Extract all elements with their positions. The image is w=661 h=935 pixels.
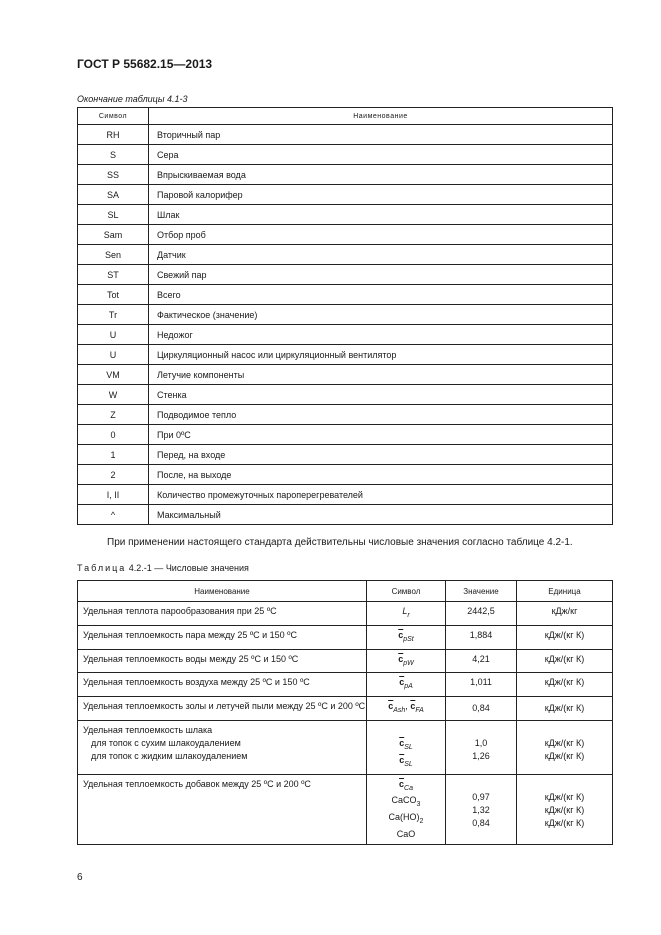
table-row <box>78 365 613 385</box>
row-symbol: $\overline{c}_{SL}$ $\overline{c}_{SL}$ <box>367 720 446 774</box>
row-name: Фактическое (значение) <box>149 305 613 325</box>
table-row <box>78 720 613 774</box>
row-symbol: S <box>78 145 149 165</box>
table-row <box>78 165 613 185</box>
row-name: Удельная теплоемкость шлака для топок с сухим шлакоудалением для топок с жидким шлакоудалением <box>78 720 367 774</box>
document-header: ГОСТ Р 55682.15—2013 <box>77 57 213 71</box>
row-unit: кДж/(кг К) <box>517 625 613 649</box>
row-symbol: $\overline{c}_{Ca}$ CaCO$_3$ $Ca(HO)_2$ CaO <box>367 774 446 844</box>
table-row <box>78 385 613 405</box>
row-symbol: Tot <box>78 285 149 305</box>
row-name: Количество промежуточных пароперегревателей <box>149 485 613 505</box>
table-row <box>78 602 613 626</box>
row-symbol: W <box>78 385 149 405</box>
table-row <box>78 285 613 305</box>
row-symbol: Sam <box>78 225 149 245</box>
column-header-name: Наименование <box>149 108 613 125</box>
row-name: Датчик <box>149 245 613 265</box>
row-name: Стенка <box>149 385 613 405</box>
row-name: Удельная теплоемкость добавок между 25 ºС и 200 ºС <box>78 774 367 844</box>
page-number: 6 <box>77 872 83 883</box>
row-name: Удельная теплоемкость воздуха между 25 ºС и 150 ºС <box>78 673 367 697</box>
row-name: Свежий пар <box>149 265 613 285</box>
row-name: Подводимое тепло <box>149 405 613 425</box>
row-symbol: U <box>78 345 149 365</box>
row-symbol: U <box>78 325 149 345</box>
table-row <box>78 465 613 485</box>
row-symbol: $\overline{c}_{Ash}$, $\overline{c}_{FA}$ <box>367 697 446 721</box>
row-value: 1,011 <box>446 673 517 697</box>
table-row <box>78 305 613 325</box>
table-row <box>78 774 613 844</box>
table-row <box>78 505 613 525</box>
row-unit: кДж/кг <box>517 602 613 626</box>
table-row <box>78 425 613 445</box>
row-unit: кДж/(кг К) кДж/(кг К) <box>517 720 613 774</box>
row-symbol: I, II <box>78 485 149 505</box>
row-name: Сера <box>149 145 613 165</box>
row-unit: кДж/(кг К) <box>517 697 613 721</box>
row-value: 4,21 <box>446 649 517 673</box>
row-name: Паровой калорифер <box>149 185 613 205</box>
column-header-symbol: Символ <box>367 581 446 602</box>
table-row <box>78 649 613 673</box>
row-symbol: $\overline{c}_{pSt}$ <box>367 625 446 649</box>
table-row <box>78 225 613 245</box>
column-header-unit: Единица <box>517 581 613 602</box>
row-name: Вторичный пар <box>149 125 613 145</box>
row-value: 0,84 <box>446 697 517 721</box>
table-row <box>78 485 613 505</box>
row-name: Летучие компоненты <box>149 365 613 385</box>
table-row <box>78 345 613 365</box>
row-name: Удельная теплоемкость пара между 25 ºС и 150 ºС <box>78 625 367 649</box>
row-name: После, на выходе <box>149 465 613 485</box>
row-symbol: ^ <box>78 505 149 525</box>
table-row <box>78 697 613 721</box>
row-unit: кДж/(кг К) кДж/(кг К) кДж/(кг К) <box>517 774 613 844</box>
table-row <box>78 185 613 205</box>
table-row <box>78 145 613 165</box>
body-paragraph: При применении настоящего стандарта действительны числовые значения согласно таблице 4.2-1. <box>107 537 573 548</box>
table-row <box>78 405 613 425</box>
row-value: 2442,5 <box>446 602 517 626</box>
row-value: 0,97 1,32 0,84 <box>446 774 517 844</box>
table-row <box>78 245 613 265</box>
row-name: Удельная теплота парообразования при 25 ºС <box>78 602 367 626</box>
row-unit: кДж/(кг К) <box>517 673 613 697</box>
table-row <box>78 625 613 649</box>
table-row <box>78 125 613 145</box>
table-row <box>78 325 613 345</box>
table-row <box>78 673 613 697</box>
row-symbol: ST <box>78 265 149 285</box>
row-name: Впрыскиваемая вода <box>149 165 613 185</box>
table-row <box>78 205 613 225</box>
row-symbol: $\overline{c}_{pW}$ <box>367 649 446 673</box>
row-symbol: SA <box>78 185 149 205</box>
numeric-values-table <box>77 580 613 845</box>
row-name: Недожог <box>149 325 613 345</box>
row-name: Удельная теплоемкость воды между 25 ºС и 150 ºС <box>78 649 367 673</box>
table-row <box>78 265 613 285</box>
row-symbol: $\overline{c}_{pA}$ <box>367 673 446 697</box>
row-symbol: $L_r$ <box>367 602 446 626</box>
table2-caption: Таблица 4.2.-1 — Числовые значения <box>77 563 249 573</box>
row-symbol: Sen <box>78 245 149 265</box>
table1-caption: Окончание таблицы 4.1-3 <box>77 94 188 104</box>
row-symbol: VM <box>78 365 149 385</box>
row-symbol: RH <box>78 125 149 145</box>
row-symbol: SS <box>78 165 149 185</box>
row-unit: кДж/(кг К) <box>517 649 613 673</box>
table-row <box>78 445 613 465</box>
symbols-table <box>77 107 613 525</box>
row-name: Максимальный <box>149 505 613 525</box>
row-name: Циркуляционный насос или циркуляционный вентилятор <box>149 345 613 365</box>
column-header-value: Значение <box>446 581 517 602</box>
row-name: Отбор проб <box>149 225 613 245</box>
row-name: Шлак <box>149 205 613 225</box>
column-header-name: Наименование <box>78 581 367 602</box>
row-symbol: SL <box>78 205 149 225</box>
row-symbol: 1 <box>78 445 149 465</box>
row-value: 1,0 1,26 <box>446 720 517 774</box>
row-name: При 0ºС <box>149 425 613 445</box>
column-header-symbol: Символ <box>78 108 149 125</box>
row-name: Перед, на входе <box>149 445 613 465</box>
row-name: Всего <box>149 285 613 305</box>
row-symbol: Tr <box>78 305 149 325</box>
row-value: 1,884 <box>446 625 517 649</box>
row-symbol: 0 <box>78 425 149 445</box>
row-symbol: 2 <box>78 465 149 485</box>
row-symbol: Z <box>78 405 149 425</box>
row-name: Удельная теплоемкость золы и летучей пыли между 25 ºС и 200 ºС <box>78 697 367 721</box>
